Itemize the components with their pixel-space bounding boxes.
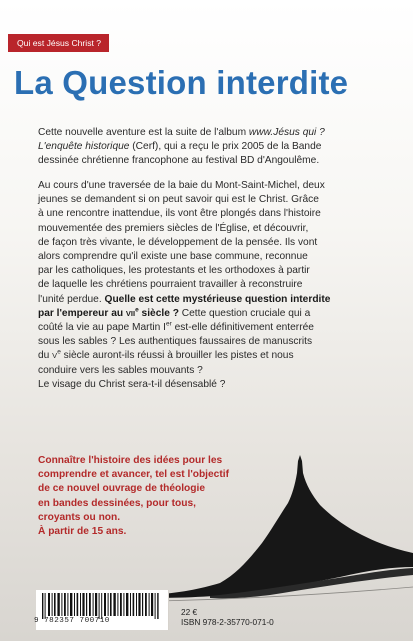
century-numeral: V	[52, 351, 58, 361]
story-line: mouvementée des premiers siècles de l'Église, et découvrir,	[38, 222, 309, 234]
century-sup: e	[135, 306, 139, 314]
story-line: alors comprendre qu'il existe une base commune, reconnue	[38, 251, 308, 263]
story-line: sous les sables ? Les authentiques faussaires de manuscrits	[38, 336, 313, 348]
story-line-text: du	[38, 350, 53, 362]
pitch-line: de ce nouvel ouvrage de théologie	[38, 483, 205, 495]
pitch-paragraph	[38, 454, 278, 539]
story-line-text: Cette question cruciale qui a	[178, 307, 311, 319]
question-bold	[38, 308, 179, 319]
story-line: jeunes se demandent si on peut savoir qui est le Christ. Grâce	[38, 194, 319, 206]
pitch-line: Connaître l'histoire des idées pour les	[38, 455, 223, 466]
intro-subtitle: L'enquête historique	[38, 141, 130, 153]
ordinal-sup: er	[166, 320, 172, 328]
intro-album-title: www.Jésus qui ?	[248, 127, 325, 138]
story-line	[38, 293, 378, 307]
century-sup: e	[57, 349, 61, 357]
pitch-line: comprendre et avancer, tel est l'objectif	[38, 469, 229, 481]
story-line: par les catholiques, les protestants et les orthodoxes à partir	[38, 265, 310, 277]
story-line: de façon très vivante, le développement de la pensée. Ils vont	[38, 236, 318, 248]
story-line: de laquelle les chrétiens pourraient travailler à reconstruire	[38, 279, 303, 291]
barcode-number: 9 782357 700710	[34, 617, 110, 625]
series-tag: Qui est Jésus Christ ?	[8, 34, 109, 52]
story-paragraph	[38, 179, 378, 392]
story-line-text: l'unité perdue.	[38, 293, 102, 305]
pitch-line: en bandes dessinées, pour tous,	[38, 497, 196, 509]
book-title: La Question interdite	[14, 64, 349, 101]
pitch-line: croyants ou non.	[38, 511, 121, 523]
story-line: Au cours d'une traversée de la baie du Mont-Saint-Michel, deux	[38, 180, 325, 191]
story-line: Le visage du Christ sera-t-il désensablé ?	[38, 378, 226, 390]
question-bold-text: par l'empereur au	[38, 307, 126, 319]
story-line	[38, 307, 378, 321]
story-line-text: coûté la vie au pape Martin I	[38, 322, 166, 334]
story-line	[38, 321, 378, 335]
question-bold-end: siècle ?	[138, 307, 179, 319]
intro-paragraph	[38, 126, 378, 169]
story-line-text: siècle auront-ils réussi à brouiller les pistes et nous	[60, 350, 294, 362]
intro-text-3: dessinée chrétienne francophone au festival BD d'Angoulême.	[38, 155, 320, 167]
pitch-line: À partir de 15 ans.	[38, 526, 127, 538]
price: 22 €	[181, 607, 198, 617]
story-line-text: est-elle définitivement enterrée	[171, 322, 314, 334]
story-line	[38, 349, 378, 363]
isbn: ISBN 978-2-35770-071-0	[181, 617, 274, 627]
story-line: à une rencontre inattendue, ils vont être plongés dans l'histoire	[38, 208, 321, 220]
barcode-bars	[40, 593, 172, 619]
story-line: conduire vers les sables mouvants ?	[38, 364, 203, 376]
question-bold: Quelle est cette mystérieuse question interdite	[104, 293, 331, 305]
century-numeral: VII	[125, 308, 136, 318]
intro-text-1: Cette nouvelle aventure est la suite de l'album	[38, 127, 249, 138]
intro-text-2: (Cerf), qui a reçu le prix 2005 de la Bande	[129, 141, 322, 153]
